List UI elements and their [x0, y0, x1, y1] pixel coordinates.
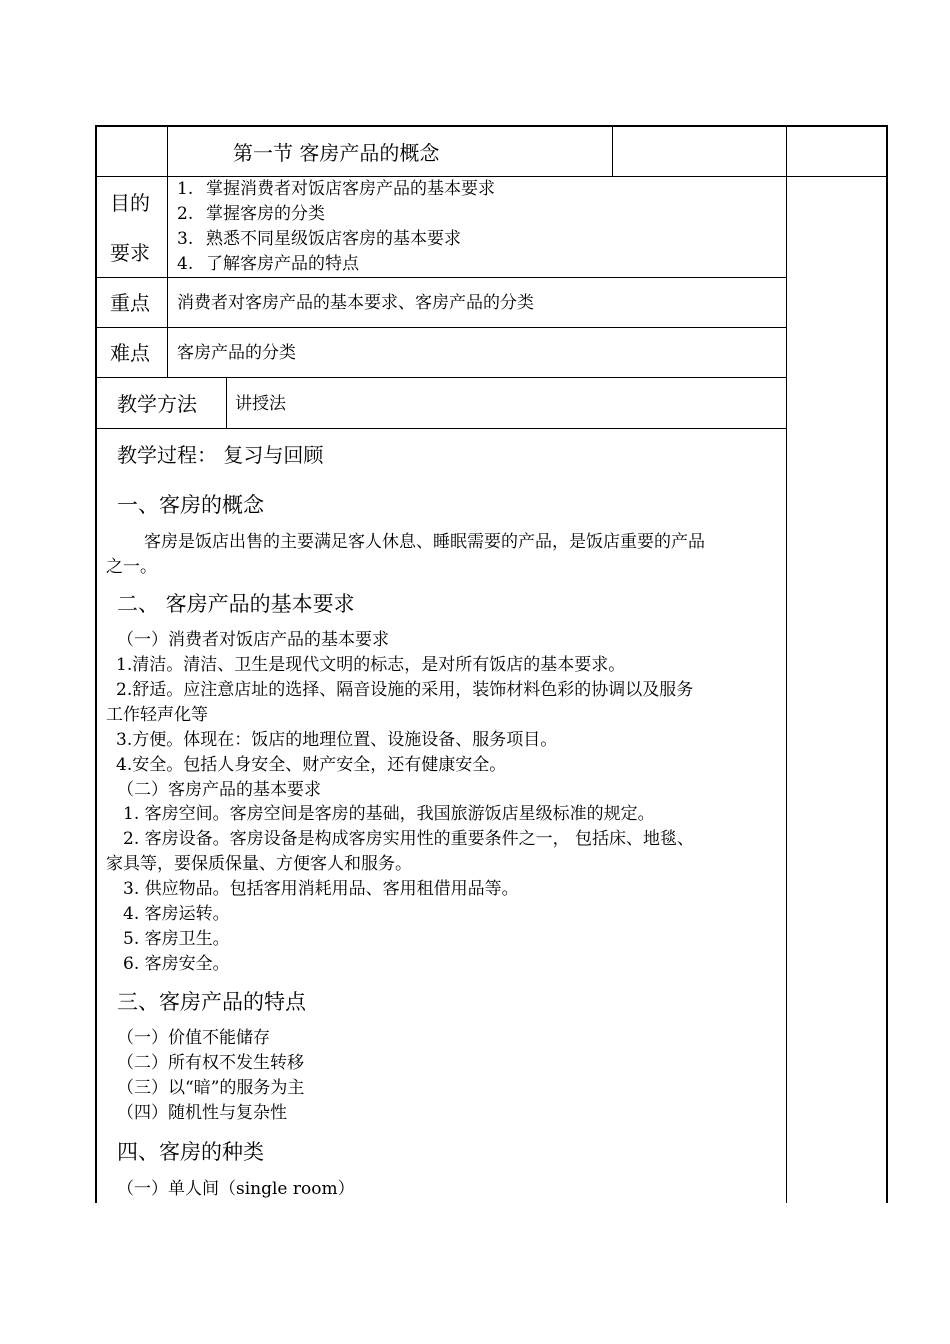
section-3-title: 三、客房产品的特点 — [117, 990, 306, 1014]
objectives-label-line2: 要求 — [110, 241, 150, 265]
method-value: 讲授法 — [235, 394, 286, 414]
objective-num-2: 2. — [177, 204, 194, 224]
objective-text-3: 熟悉不同星级饭店客房的基本要求 — [206, 229, 461, 249]
objective-num-4: 4. — [177, 254, 194, 274]
section-2-item-3: 3.方便。体现在：饭店的地理位置、设施设备、服务项目。 — [116, 730, 558, 750]
method-col-divider — [226, 378, 227, 428]
keypoints-label: 重点 — [110, 291, 150, 315]
header-col-divider-1 — [167, 126, 168, 176]
objective-num-1: 1. — [177, 179, 194, 199]
section-2-b-item-3: 3. 供应物品。包括客用消耗用品、客用租借用品等。 — [123, 879, 519, 899]
section-1-paragraph-line1: 客房是饭店出售的主要满足客人休息、睡眠需要的产品，是饭店重要的产品 — [144, 532, 705, 552]
objective-text-2: 掌握客房的分类 — [206, 204, 325, 224]
objective-text-4: 了解客房产品的特点 — [206, 254, 359, 274]
section-2-b-item-1: 1. 客房空间。客房空间是客房的基础，我国旅游饭店星级标准的规定。 — [123, 804, 655, 824]
table-border-right — [886, 125, 888, 1203]
section-title: 第一节 客房产品的概念 — [233, 141, 440, 165]
objectives-label-line1: 目的 — [110, 191, 150, 215]
section-3-item-2: （二）所有权不发生转移 — [117, 1053, 304, 1073]
process-heading: 教学过程： 复习与回顾 — [117, 443, 324, 467]
section-4-item-1: （一）单人间（single room） — [117, 1179, 355, 1199]
keypoints-row-bottom — [96, 327, 786, 328]
section-1-title: 一、客房的概念 — [117, 493, 264, 517]
section-2-title: 二、 客房产品的基本要求 — [117, 592, 355, 616]
section-2-b-item-2-line1: 2. 客房设备。客房设备是构成客房实用性的重要条件之一， 包括床、地毯、 — [123, 829, 695, 849]
section-2-item-2-line1: 2.舒适。应注意店址的选择、隔音设施的采用，装饰材料色彩的协调以及服务 — [116, 680, 694, 700]
section-4-title: 四、客房的种类 — [117, 1140, 264, 1164]
section-3-item-3: （三）以“暗”的服务为主 — [117, 1078, 305, 1098]
section-2-b-item-2-line2: 家具等，要保质保量、方便客人和服务。 — [106, 854, 412, 874]
objective-num-3: 3. — [177, 229, 194, 249]
section-2-sub-1: （一）消费者对饭店产品的基本要求 — [117, 630, 389, 650]
objective-text-1: 掌握消费者对饭店客房产品的基本要求 — [206, 179, 495, 199]
section-2-item-1: 1.清洁。清洁、卫生是现代文明的标志，是对所有饭店的基本要求。 — [116, 655, 626, 675]
header-row-bottom — [96, 176, 887, 177]
section-3-item-1: （一）价值不能储存 — [117, 1028, 270, 1048]
table-border-left — [95, 125, 97, 1203]
method-label: 教学方法 — [117, 392, 197, 416]
section-1-paragraph-line2: 之一。 — [106, 557, 157, 577]
section-2-sub-2: （二）客房产品的基本要求 — [117, 780, 321, 800]
table-border-top — [95, 125, 888, 127]
section-2-b-item-6: 6. 客房安全。 — [123, 954, 230, 974]
table-right-column-divider — [786, 126, 787, 1203]
difficulties-value: 客房产品的分类 — [177, 343, 296, 363]
section-2-b-item-4: 4. 客房运转。 — [123, 904, 230, 924]
objectives-row-bottom — [96, 277, 786, 278]
section-2-item-4: 4.安全。包括人身安全、财产安全，还有健康安全。 — [116, 755, 507, 775]
section-2-item-2-line2: 工作轻声化等 — [106, 705, 208, 725]
section-3-item-4: （四）随机性与复杂性 — [117, 1103, 287, 1123]
difficulties-label: 难点 — [110, 341, 150, 365]
keypoints-value: 消费者对客房产品的基本要求、客房产品的分类 — [177, 293, 534, 313]
method-row-bottom — [96, 428, 786, 429]
header-col-divider-2 — [612, 126, 613, 176]
section-2-b-item-5: 5. 客房卫生。 — [123, 929, 230, 949]
difficulties-row-bottom — [96, 377, 786, 378]
